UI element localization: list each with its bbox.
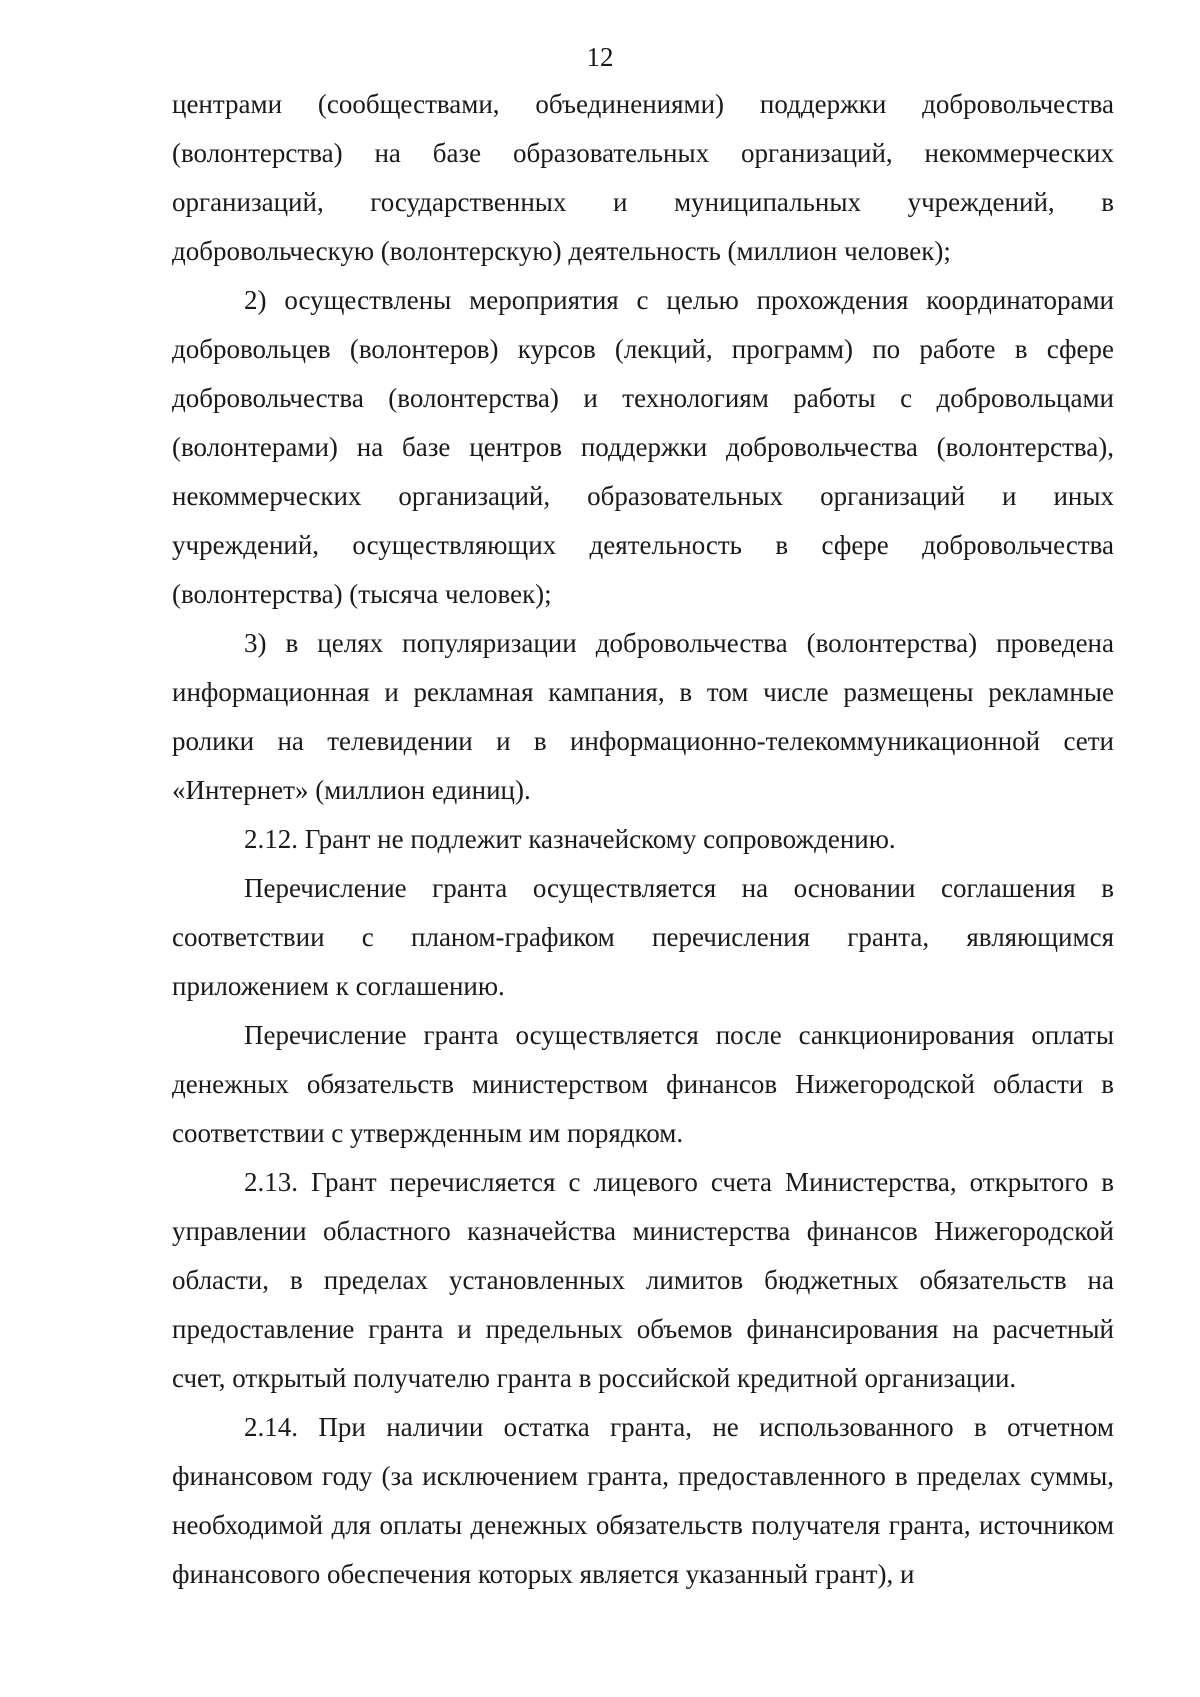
paragraph-section-2-12: 2.12. Грант не подлежит казначейскому сопровождению. — [244, 824, 896, 854]
document-body — [172, 80, 1114, 1599]
paragraph-transfer-authorization: Перечисление гранта осуществляется после санкционирования оплаты денежных обязательств министерством финансов Нижегородской области в соответствии с утвержденным им порядком. — [172, 1020, 1114, 1148]
paragraph-item-3: 3) в целях популяризации добровольчества (волонтерства) проведена информационная и рекламная кампания, в том числе размещены рекламные ролики на телевидении и в информационно-телекоммуникационной сети «Интернет» (миллион единиц). — [172, 628, 1114, 805]
paragraph-continuation: центрами (сообществами, объединениями) поддержки добровольчества (волонтерства) на базе образовательных организаций, некоммерческих организаций, государственных и муниципальных учреждений, в добровольческую (волонтерскую) деятельность (миллион человек); — [172, 89, 1114, 266]
paragraph-section-2-14: 2.14. При наличии остатка гранта, не использованного в отчетном финансовом году (за исключением гранта, предоставленного в пределах суммы, необходимой для оплаты денежных обязательств получателя гранта, источником финансового обеспечения которых является указанный грант), и — [172, 1412, 1114, 1589]
paragraph-transfer-agreement: Перечисление гранта осуществляется на основании соглашения в соответствии с планом-графиком перечисления гранта, являющимся приложением к соглашению. — [172, 873, 1114, 1001]
paragraph-section-2-13: 2.13. Грант перечисляется с лицевого счета Министерства, открытого в управлении областного казначейства министерства финансов Нижегородской области, в пределах установленных лимитов бюджетных обязательств на предоставление гранта и предельных объемов финансирования на расчетный счет, открытый получателю гранта в российской кредитной организации. — [172, 1167, 1114, 1393]
page-number: 12 — [586, 42, 614, 72]
paragraph-item-2: 2) осуществлены мероприятия с целью прохождения координаторами добровольцев (волонтеров) курсов (лекций, программ) по работе в сфере добровольчества (волонтерства) и технологиям работы с добровольцами (волонтерами) на базе центров поддержки добровольчества (волонтерства), некоммерческих организаций, образовательных организаций и иных учреждений, осуществляющих деятельность в сфере добровольчества (волонтерства) (тысяча человек); — [172, 285, 1114, 609]
